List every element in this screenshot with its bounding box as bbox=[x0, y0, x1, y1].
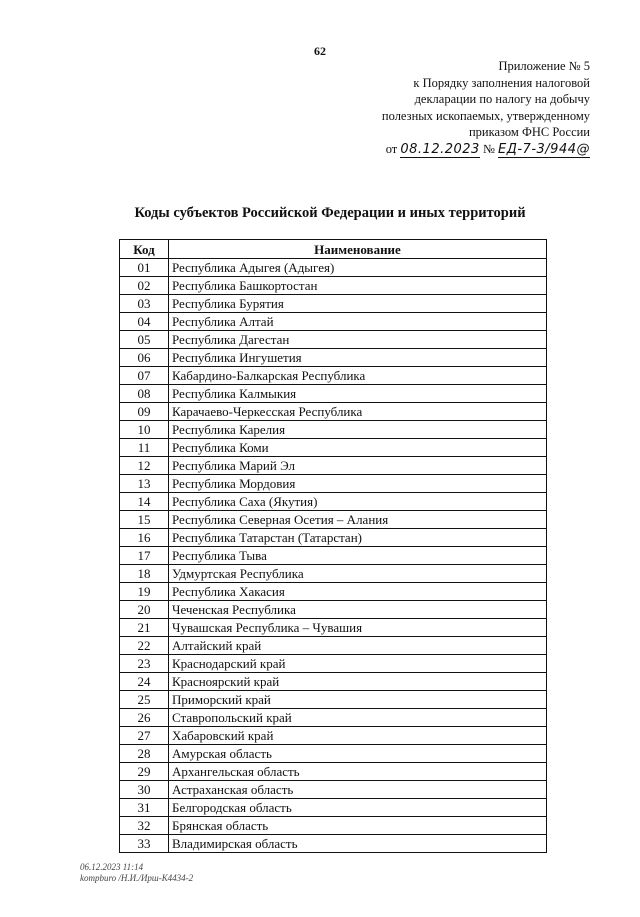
table-row bbox=[120, 457, 547, 475]
region-code: 17 bbox=[120, 547, 169, 565]
table-row bbox=[120, 601, 547, 619]
region-code: 20 bbox=[120, 601, 169, 619]
table-row bbox=[120, 367, 547, 385]
appendix-line: полезных ископаемых, утвержденному bbox=[381, 108, 590, 123]
table-row bbox=[120, 493, 547, 511]
region-code: 18 bbox=[120, 565, 169, 583]
region-name: Краснодарский край bbox=[169, 655, 547, 673]
table-row bbox=[120, 835, 547, 853]
region-name: Республика Калмыкия bbox=[169, 385, 547, 403]
region-code: 29 bbox=[120, 763, 169, 781]
region-name: Хабаровский край bbox=[169, 727, 547, 745]
region-code: 09 bbox=[120, 403, 169, 421]
table-row bbox=[120, 349, 547, 367]
appendix-title: Приложение № 5 bbox=[498, 59, 590, 73]
appendix-header bbox=[290, 58, 590, 158]
region-code: 06 bbox=[120, 349, 169, 367]
region-name: Архангельская область bbox=[169, 763, 547, 781]
table-row bbox=[120, 547, 547, 565]
table-row bbox=[120, 691, 547, 709]
region-name: Белгородская область bbox=[169, 799, 547, 817]
table-row bbox=[120, 421, 547, 439]
table-row bbox=[120, 565, 547, 583]
region-name: Амурская область bbox=[169, 745, 547, 763]
region-code: 01 bbox=[120, 259, 169, 277]
table-row bbox=[120, 709, 547, 727]
table-row bbox=[120, 313, 547, 331]
region-code: 03 bbox=[120, 295, 169, 313]
table-body bbox=[120, 259, 547, 853]
region-name: Алтайский край bbox=[169, 637, 547, 655]
table-row bbox=[120, 781, 547, 799]
region-name: Владимирская область bbox=[169, 835, 547, 853]
region-code: 15 bbox=[120, 511, 169, 529]
region-code: 30 bbox=[120, 781, 169, 799]
region-name: Республика Алтай bbox=[169, 313, 547, 331]
print-footer bbox=[80, 862, 193, 884]
region-code: 22 bbox=[120, 637, 169, 655]
region-code: 23 bbox=[120, 655, 169, 673]
order-number: ЕД-7-3/944@ bbox=[498, 141, 590, 157]
region-name: Республика Башкортостан bbox=[169, 277, 547, 295]
region-code: 26 bbox=[120, 709, 169, 727]
table-row bbox=[120, 745, 547, 763]
region-code: 11 bbox=[120, 439, 169, 457]
table-row bbox=[120, 259, 547, 277]
table-row bbox=[120, 655, 547, 673]
region-code: 04 bbox=[120, 313, 169, 331]
table-row bbox=[120, 439, 547, 457]
region-name: Карачаево-Черкесская Республика bbox=[169, 403, 547, 421]
region-name: Красноярский край bbox=[169, 673, 547, 691]
region-name: Республика Хакасия bbox=[169, 583, 547, 601]
order-reference bbox=[290, 141, 590, 159]
footer-source: kompburo /Н.И./Ирш-К4434-2 bbox=[80, 873, 194, 883]
table-row bbox=[120, 475, 547, 493]
region-name: Республика Коми bbox=[169, 439, 547, 457]
table-row bbox=[120, 331, 547, 349]
region-code: 27 bbox=[120, 727, 169, 745]
region-name: Республика Бурятия bbox=[169, 295, 547, 313]
appendix-line: приказом ФНС России bbox=[468, 125, 590, 139]
region-codes-table bbox=[119, 239, 547, 853]
table-row bbox=[120, 277, 547, 295]
order-no-label: № bbox=[482, 141, 495, 156]
region-name: Республика Карелия bbox=[169, 421, 547, 439]
order-date: 08.12.2023 bbox=[400, 141, 480, 157]
region-name: Чувашская Республика – Чувашия bbox=[169, 619, 547, 637]
region-code: 19 bbox=[120, 583, 169, 601]
region-code: 08 bbox=[120, 385, 169, 403]
region-name: Удмуртская Республика bbox=[169, 565, 547, 583]
column-header-code: Код bbox=[120, 240, 169, 259]
table-row bbox=[120, 799, 547, 817]
appendix-line: к Порядку заполнения налоговой bbox=[413, 75, 590, 90]
region-code: 24 bbox=[120, 673, 169, 691]
region-name: Республика Северная Осетия – Алания bbox=[169, 511, 547, 529]
region-name: Астраханская область bbox=[169, 781, 547, 799]
region-name: Республика Дагестан bbox=[169, 331, 547, 349]
document-title: Коды субъектов Российской Федерации и иных территорий bbox=[134, 205, 526, 221]
region-code: 25 bbox=[120, 691, 169, 709]
table-row bbox=[120, 403, 547, 421]
region-name: Чеченская Республика bbox=[169, 601, 547, 619]
appendix-line: декларации по налогу на добычу bbox=[414, 92, 590, 106]
region-code: 05 bbox=[120, 331, 169, 349]
region-code: 07 bbox=[120, 367, 169, 385]
order-prefix: от bbox=[385, 141, 398, 156]
region-code: 14 bbox=[120, 493, 169, 511]
region-name: Республика Тыва bbox=[169, 547, 547, 565]
region-code: 31 bbox=[120, 799, 169, 817]
region-code: 12 bbox=[120, 457, 169, 475]
region-name: Республика Татарстан (Татарстан) bbox=[169, 529, 547, 547]
region-name: Республика Мордовия bbox=[169, 475, 547, 493]
region-name: Республика Адыгея (Адыгея) bbox=[169, 259, 547, 277]
table-row bbox=[120, 673, 547, 691]
region-name: Ставропольский край bbox=[169, 709, 547, 727]
region-code: 13 bbox=[120, 475, 169, 493]
region-name: Республика Саха (Якутия) bbox=[169, 493, 547, 511]
region-code: 02 bbox=[120, 277, 169, 295]
region-name: Республика Ингушетия bbox=[169, 349, 547, 367]
region-code: 33 bbox=[120, 835, 169, 853]
region-name: Приморский край bbox=[169, 691, 547, 709]
region-code: 21 bbox=[120, 619, 169, 637]
footer-timestamp: 06.12.2023 11:14 bbox=[80, 862, 144, 872]
table-row bbox=[120, 763, 547, 781]
table-row bbox=[120, 295, 547, 313]
table-row bbox=[120, 583, 547, 601]
table-header-row bbox=[120, 240, 547, 259]
region-code: 28 bbox=[120, 745, 169, 763]
table-row bbox=[120, 511, 547, 529]
region-name: Брянская область bbox=[169, 817, 547, 835]
table-row bbox=[120, 619, 547, 637]
table-row bbox=[120, 529, 547, 547]
region-code: 32 bbox=[120, 817, 169, 835]
page-number: 62 bbox=[314, 44, 326, 58]
table-row bbox=[120, 385, 547, 403]
column-header-name: Наименование bbox=[169, 240, 547, 259]
region-code: 16 bbox=[120, 529, 169, 547]
region-name: Республика Марий Эл bbox=[169, 457, 547, 475]
region-name: Кабардино-Балкарская Республика bbox=[169, 367, 547, 385]
region-code: 10 bbox=[120, 421, 169, 439]
table-row bbox=[120, 727, 547, 745]
table-row bbox=[120, 817, 547, 835]
table-row bbox=[120, 637, 547, 655]
